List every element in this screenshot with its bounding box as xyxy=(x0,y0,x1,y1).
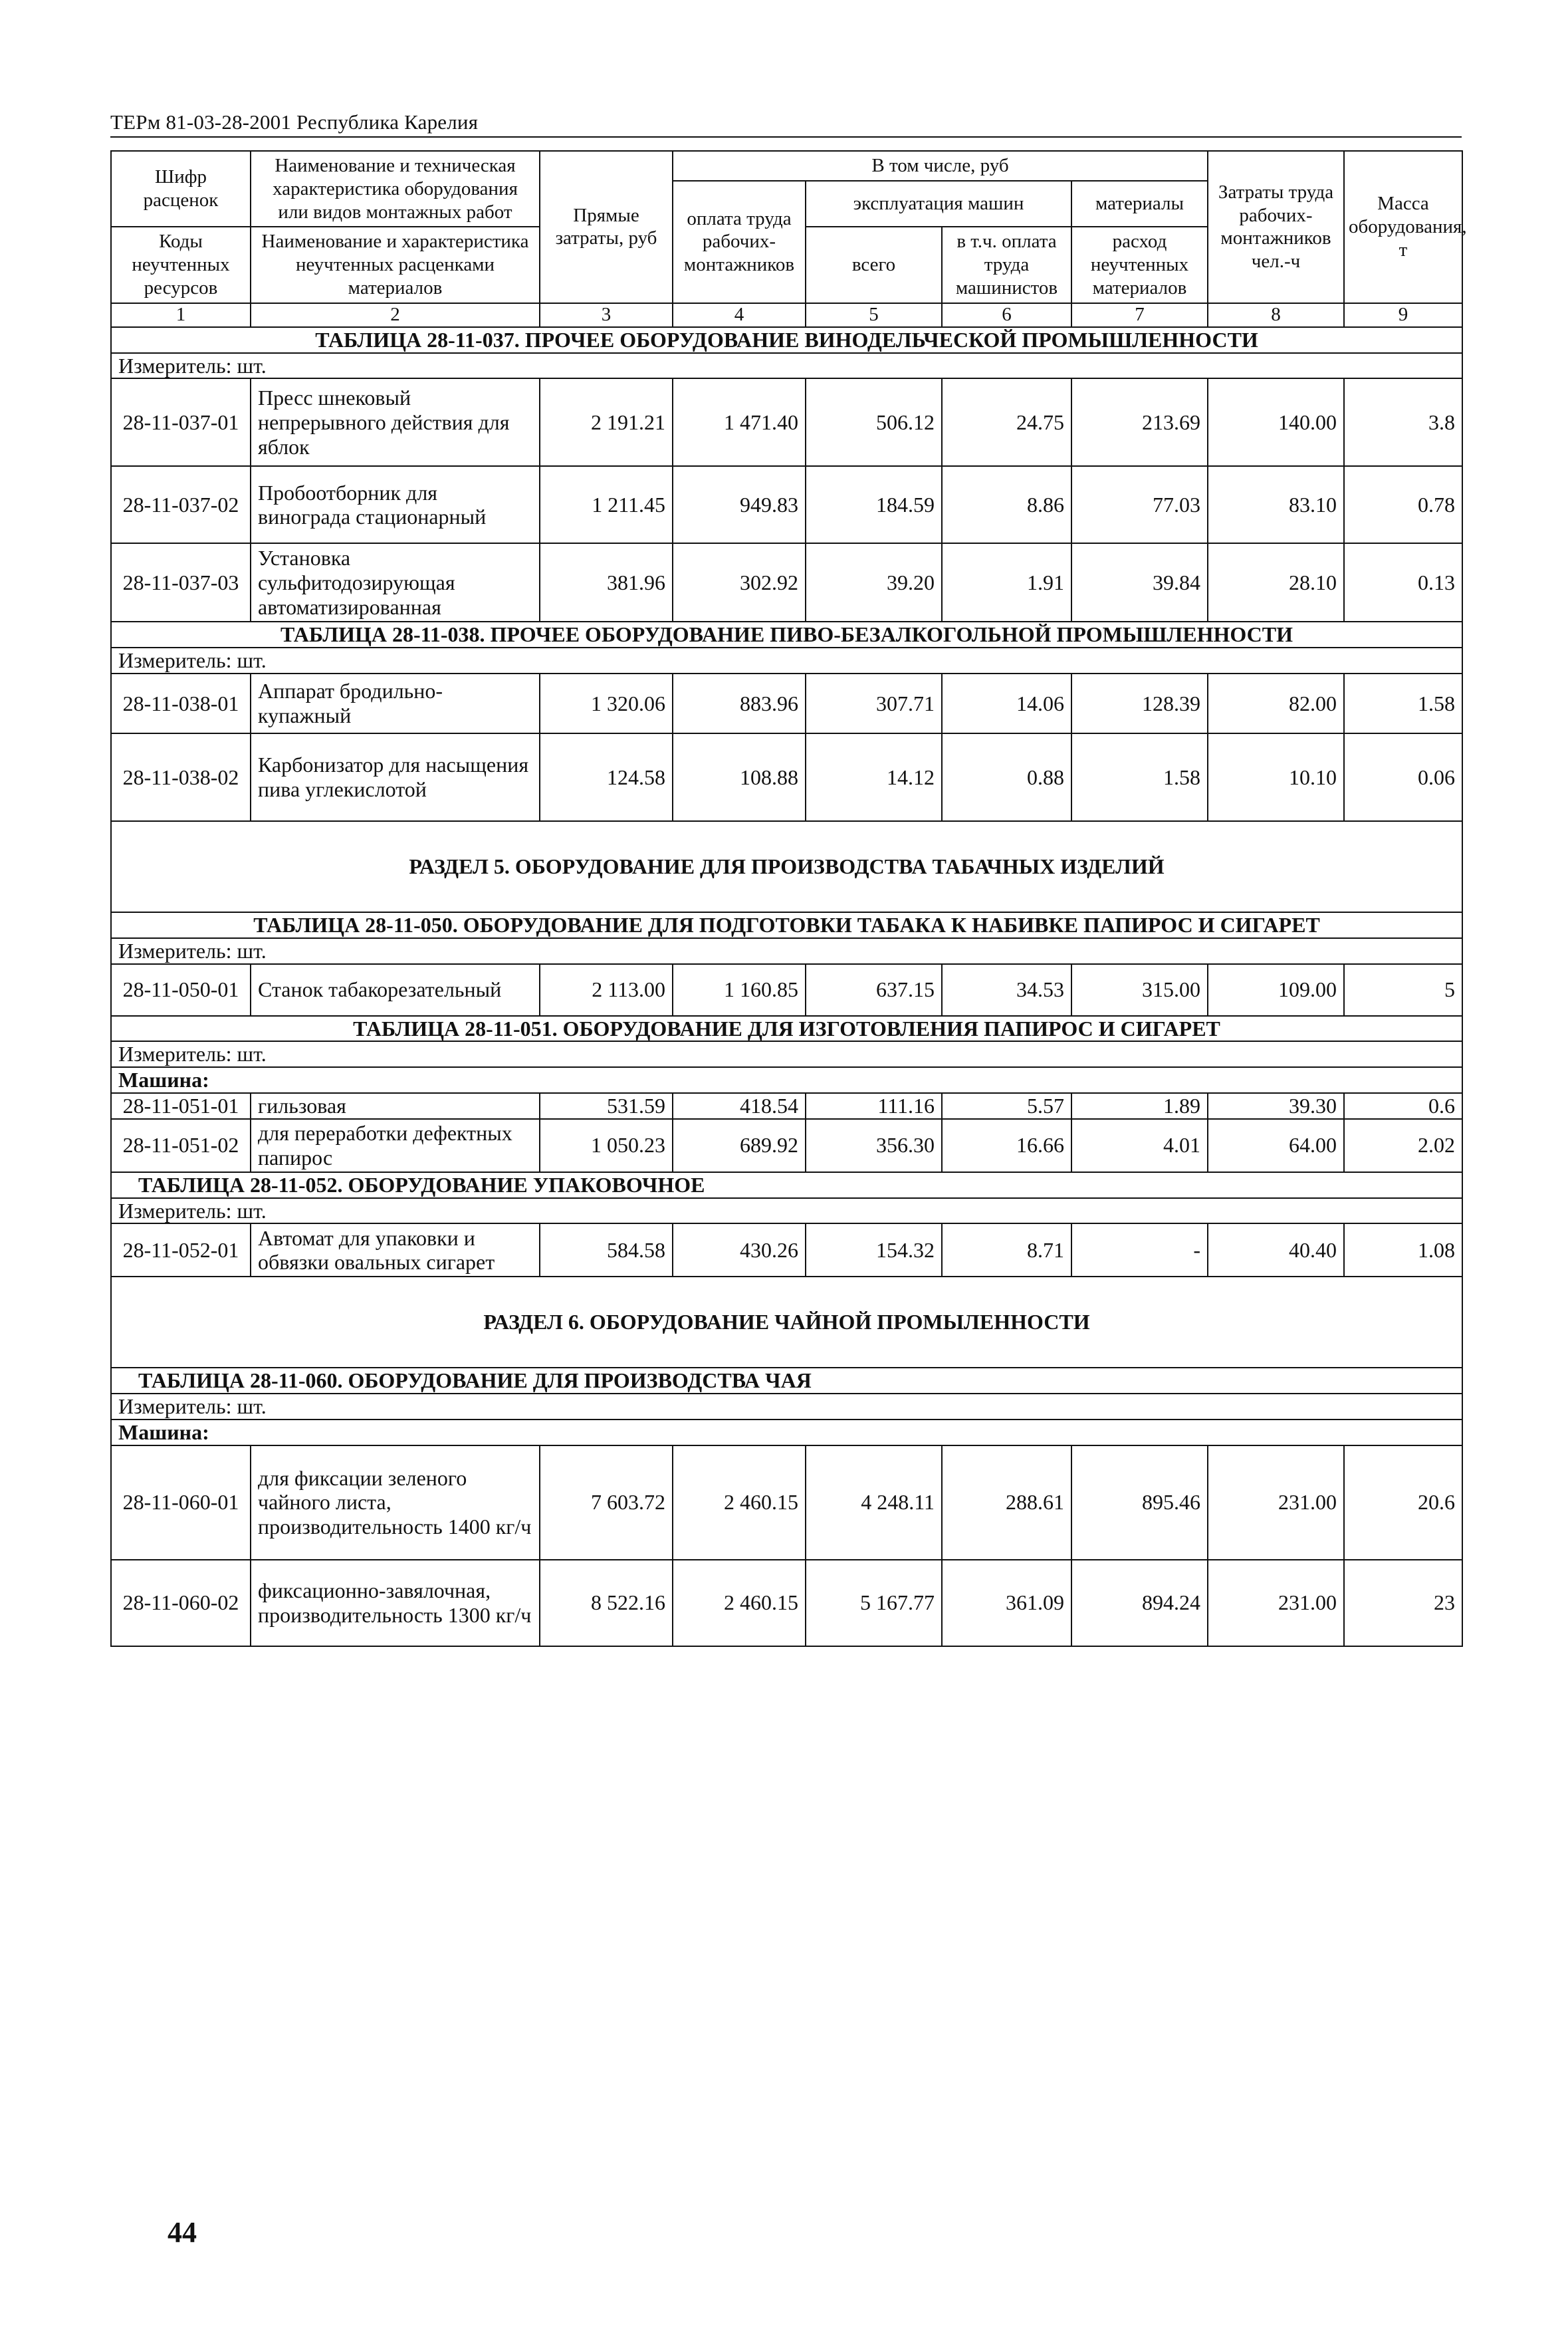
col-machines-header: эксплуатация машин xyxy=(806,181,1071,227)
section-title-row xyxy=(111,1277,1462,1368)
column-number: 4 xyxy=(673,303,806,327)
direct-cost: 584.58 xyxy=(540,1223,673,1277)
machines-total: 111.16 xyxy=(806,1093,942,1119)
machines-total: 184.59 xyxy=(806,466,942,543)
labor-hours: 231.00 xyxy=(1208,1445,1344,1560)
page-number: 44 xyxy=(168,2216,197,2249)
measure-unit: Измеритель: шт. xyxy=(111,1394,1462,1420)
direct-cost: 2 113.00 xyxy=(540,964,673,1016)
table-body xyxy=(111,151,1467,1646)
col-code-header: Шифр расценок xyxy=(111,151,251,227)
equipment-mass: 1.08 xyxy=(1344,1223,1462,1277)
table-row xyxy=(111,543,1462,622)
direct-cost: 1 211.45 xyxy=(540,466,673,543)
col-labor-header: Затраты труда рабочих-монтажников чел.-ч xyxy=(1208,151,1344,303)
equipment-mass: 5 xyxy=(1344,964,1462,1016)
column-number: 1 xyxy=(111,303,251,327)
materials-cost: 895.46 xyxy=(1071,1445,1208,1560)
rate-code: 28-11-060-01 xyxy=(111,1445,251,1560)
col-direct-header: Прямые затраты, руб xyxy=(540,151,673,303)
item-name: для переработки дефектных папирос xyxy=(251,1119,540,1172)
col-operators-header: в т.ч. оплата труда машинистов xyxy=(942,227,1071,303)
equipment-mass: 0.06 xyxy=(1344,733,1462,821)
table-row xyxy=(111,1445,1462,1560)
machines-total: 39.20 xyxy=(806,543,942,622)
measure-unit: Измеритель: шт. xyxy=(111,353,1462,379)
subheader-row xyxy=(111,1420,1462,1445)
column-number: 7 xyxy=(1071,303,1208,327)
equipment-mass: 3.8 xyxy=(1344,378,1462,466)
col-mass-header: Масса оборудования, т xyxy=(1344,151,1462,303)
machines-total: 637.15 xyxy=(806,964,942,1016)
materials-cost: - xyxy=(1071,1223,1208,1277)
direct-cost: 124.58 xyxy=(540,733,673,821)
materials-cost: 4.01 xyxy=(1071,1119,1208,1172)
materials-cost: 315.00 xyxy=(1071,964,1208,1016)
direct-cost: 1 320.06 xyxy=(540,674,673,733)
measure-row xyxy=(111,938,1462,964)
measure-unit: Измеритель: шт. xyxy=(111,1198,1462,1224)
labor-hours: 39.30 xyxy=(1208,1093,1344,1119)
materials-cost: 77.03 xyxy=(1071,466,1208,543)
labor-hours: 28.10 xyxy=(1208,543,1344,622)
col-name-header: Наименование и техническая характеристика оборудования или видов монтажных работ xyxy=(251,151,540,227)
rate-code: 28-11-037-01 xyxy=(111,378,251,466)
item-name: Пробоотборник для винограда стационарный xyxy=(251,466,540,543)
labor-hours: 140.00 xyxy=(1208,378,1344,466)
subheader: Машина: xyxy=(111,1420,1462,1445)
table-title: ТАБЛИЦА 28-11-038. ПРОЧЕЕ ОБОРУДОВАНИЕ ПИВО-БЕЗАЛКОГОЛЬНОЙ ПРОМЫШЛЕННОСТИ xyxy=(111,622,1462,648)
column-number: 2 xyxy=(251,303,540,327)
measure-row xyxy=(111,1394,1462,1420)
table-title-row xyxy=(111,1368,1462,1394)
labor-pay: 108.88 xyxy=(673,733,806,821)
table-row xyxy=(111,378,1462,466)
column-number: 3 xyxy=(540,303,673,327)
machines-total: 5 167.77 xyxy=(806,1560,942,1646)
column-number: 9 xyxy=(1344,303,1462,327)
section-title-row xyxy=(111,821,1462,912)
rate-code: 28-11-052-01 xyxy=(111,1223,251,1277)
item-name: Автомат для упаковки и обвязки овальных сигарет xyxy=(251,1223,540,1277)
table-row xyxy=(111,1093,1462,1119)
col-materials-name-header: Наименование и характеристика неучтенных расценками материалов xyxy=(251,227,540,303)
table-title-row xyxy=(111,912,1462,938)
direct-cost: 8 522.16 xyxy=(540,1560,673,1646)
labor-pay: 2 460.15 xyxy=(673,1560,806,1646)
operators-pay: 16.66 xyxy=(942,1119,1071,1172)
rate-code: 28-11-038-01 xyxy=(111,674,251,733)
header-rule xyxy=(110,136,1462,138)
operators-pay: 0.88 xyxy=(942,733,1071,821)
materials-cost: 1.58 xyxy=(1071,733,1208,821)
table-row xyxy=(111,674,1462,733)
table-title-row xyxy=(111,1016,1462,1042)
table-title: ТАБЛИЦА 28-11-051. ОБОРУДОВАНИЕ ДЛЯ ИЗГОТОВЛЕНИЯ ПАПИРОС И СИГАРЕТ xyxy=(111,1016,1462,1042)
column-number: 5 xyxy=(806,303,942,327)
machines-total: 154.32 xyxy=(806,1223,942,1277)
labor-hours: 10.10 xyxy=(1208,733,1344,821)
table-title-row xyxy=(111,622,1462,648)
measure-row xyxy=(111,1041,1462,1067)
table-row xyxy=(111,1223,1462,1277)
column-number: 6 xyxy=(942,303,1071,327)
equipment-mass: 23 xyxy=(1344,1560,1462,1646)
labor-pay: 430.26 xyxy=(673,1223,806,1277)
page-header: ТЕРм 81-03-28-2001 Республика Карелия xyxy=(110,110,479,134)
measure-unit: Измеритель: шт. xyxy=(111,938,1462,964)
labor-hours: 83.10 xyxy=(1208,466,1344,543)
subheader: Машина: xyxy=(111,1067,1462,1093)
direct-cost: 531.59 xyxy=(540,1093,673,1119)
operators-pay: 361.09 xyxy=(942,1560,1071,1646)
labor-pay: 2 460.15 xyxy=(673,1445,806,1560)
measure-row xyxy=(111,1198,1462,1224)
equipment-mass: 2.02 xyxy=(1344,1119,1462,1172)
operators-pay: 8.71 xyxy=(942,1223,1071,1277)
table-title: ТАБЛИЦА 28-11-037. ПРОЧЕЕ ОБОРУДОВАНИЕ ВИНОДЕЛЬЧЕСКОЙ ПРОМЫШЛЕННОСТИ xyxy=(111,327,1462,353)
labor-pay: 302.92 xyxy=(673,543,806,622)
operators-pay: 24.75 xyxy=(942,378,1071,466)
table-row xyxy=(111,733,1462,821)
measure-unit: Измеритель: шт. xyxy=(111,1041,1462,1067)
machines-total: 307.71 xyxy=(806,674,942,733)
rate-code: 28-11-051-01 xyxy=(111,1093,251,1119)
rate-code: 28-11-038-02 xyxy=(111,733,251,821)
labor-pay: 418.54 xyxy=(673,1093,806,1119)
rate-code: 28-11-050-01 xyxy=(111,964,251,1016)
col-consumption-header: расход неучтенных материалов xyxy=(1071,227,1208,303)
item-name: Пресс шнековый непрерывного действия для яблок xyxy=(251,378,540,466)
item-name: Аппарат бродильно-купажный xyxy=(251,674,540,733)
measure-row xyxy=(111,353,1462,379)
equipment-mass: 20.6 xyxy=(1344,1445,1462,1560)
item-name: Карбонизатор для насыщения пива углекислотой xyxy=(251,733,540,821)
machines-total: 356.30 xyxy=(806,1119,942,1172)
direct-cost: 7 603.72 xyxy=(540,1445,673,1560)
section-title: РАЗДЕЛ 5. ОБОРУДОВАНИЕ ДЛЯ ПРОИЗВОДСТВА ТАБАЧНЫХ ИЗДЕЛИЙ xyxy=(111,821,1462,912)
col-resources-header: Коды неучтенных ресурсов xyxy=(111,227,251,303)
rates-table xyxy=(110,150,1467,1647)
col-total-header: всего xyxy=(806,227,942,303)
labor-hours: 82.00 xyxy=(1208,674,1344,733)
table-title: ТАБЛИЦА 28-11-060. ОБОРУДОВАНИЕ ДЛЯ ПРОИЗВОДСТВА ЧАЯ xyxy=(111,1368,1462,1394)
operators-pay: 288.61 xyxy=(942,1445,1071,1560)
item-name: гильзовая xyxy=(251,1093,540,1119)
materials-cost: 128.39 xyxy=(1071,674,1208,733)
section-title: РАЗДЕЛ 6. ОБОРУДОВАНИЕ ЧАЙНОЙ ПРОМЫЛЕННОСТИ xyxy=(111,1277,1462,1368)
table-row xyxy=(111,964,1462,1016)
subheader-row xyxy=(111,1067,1462,1093)
col-materials-header: материалы xyxy=(1071,181,1208,227)
col-incl-header: В том числе, руб xyxy=(673,151,1208,181)
rate-code: 28-11-037-03 xyxy=(111,543,251,622)
materials-cost: 1.89 xyxy=(1071,1093,1208,1119)
item-name: Установка сульфитодозирующая автоматизированная xyxy=(251,543,540,622)
labor-pay: 1 471.40 xyxy=(673,378,806,466)
operators-pay: 1.91 xyxy=(942,543,1071,622)
labor-hours: 64.00 xyxy=(1208,1119,1344,1172)
item-name: Станок табакорезательный xyxy=(251,964,540,1016)
rate-code: 28-11-051-02 xyxy=(111,1119,251,1172)
measure-row xyxy=(111,648,1462,674)
table-title: ТАБЛИЦА 28-11-050. ОБОРУДОВАНИЕ ДЛЯ ПОДГОТОВКИ ТАБАКА К НАБИВКЕ ПАПИРОС И СИГАРЕТ xyxy=(111,912,1462,938)
labor-pay: 689.92 xyxy=(673,1119,806,1172)
col-pay-header: оплата труда рабочих-монтажников xyxy=(673,181,806,303)
materials-cost: 894.24 xyxy=(1071,1560,1208,1646)
labor-hours: 109.00 xyxy=(1208,964,1344,1016)
equipment-mass: 0.13 xyxy=(1344,543,1462,622)
operators-pay: 14.06 xyxy=(942,674,1071,733)
equipment-mass: 0.6 xyxy=(1344,1093,1462,1119)
labor-pay: 883.96 xyxy=(673,674,806,733)
measure-unit: Измеритель: шт. xyxy=(111,648,1462,674)
item-name: фиксационно-завялочная, производительность 1300 кг/ч xyxy=(251,1560,540,1646)
equipment-mass: 0.78 xyxy=(1344,466,1462,543)
labor-hours: 231.00 xyxy=(1208,1560,1344,1646)
operators-pay: 8.86 xyxy=(942,466,1071,543)
table-title: ТАБЛИЦА 28-11-052. ОБОРУДОВАНИЕ УПАКОВОЧНОЕ xyxy=(111,1172,1462,1198)
column-number: 8 xyxy=(1208,303,1344,327)
direct-cost: 1 050.23 xyxy=(540,1119,673,1172)
machines-total: 14.12 xyxy=(806,733,942,821)
labor-pay: 1 160.85 xyxy=(673,964,806,1016)
table-row xyxy=(111,466,1462,543)
machines-total: 506.12 xyxy=(806,378,942,466)
labor-pay: 949.83 xyxy=(673,466,806,543)
equipment-mass: 1.58 xyxy=(1344,674,1462,733)
rate-code: 28-11-060-02 xyxy=(111,1560,251,1646)
materials-cost: 213.69 xyxy=(1071,378,1208,466)
operators-pay: 34.53 xyxy=(942,964,1071,1016)
direct-cost: 2 191.21 xyxy=(540,378,673,466)
operators-pay: 5.57 xyxy=(942,1093,1071,1119)
header-row-1 xyxy=(111,151,1462,181)
rate-code: 28-11-037-02 xyxy=(111,466,251,543)
machines-total: 4 248.11 xyxy=(806,1445,942,1560)
table-row xyxy=(111,1119,1462,1172)
table-title-row xyxy=(111,327,1462,353)
direct-cost: 381.96 xyxy=(540,543,673,622)
item-name: для фиксации зеленого чайного листа, производительность 1400 кг/ч xyxy=(251,1445,540,1560)
table-row xyxy=(111,1560,1462,1646)
table-title-row xyxy=(111,1172,1462,1198)
materials-cost: 39.84 xyxy=(1071,543,1208,622)
column-numbers-row xyxy=(111,303,1462,327)
labor-hours: 40.40 xyxy=(1208,1223,1344,1277)
